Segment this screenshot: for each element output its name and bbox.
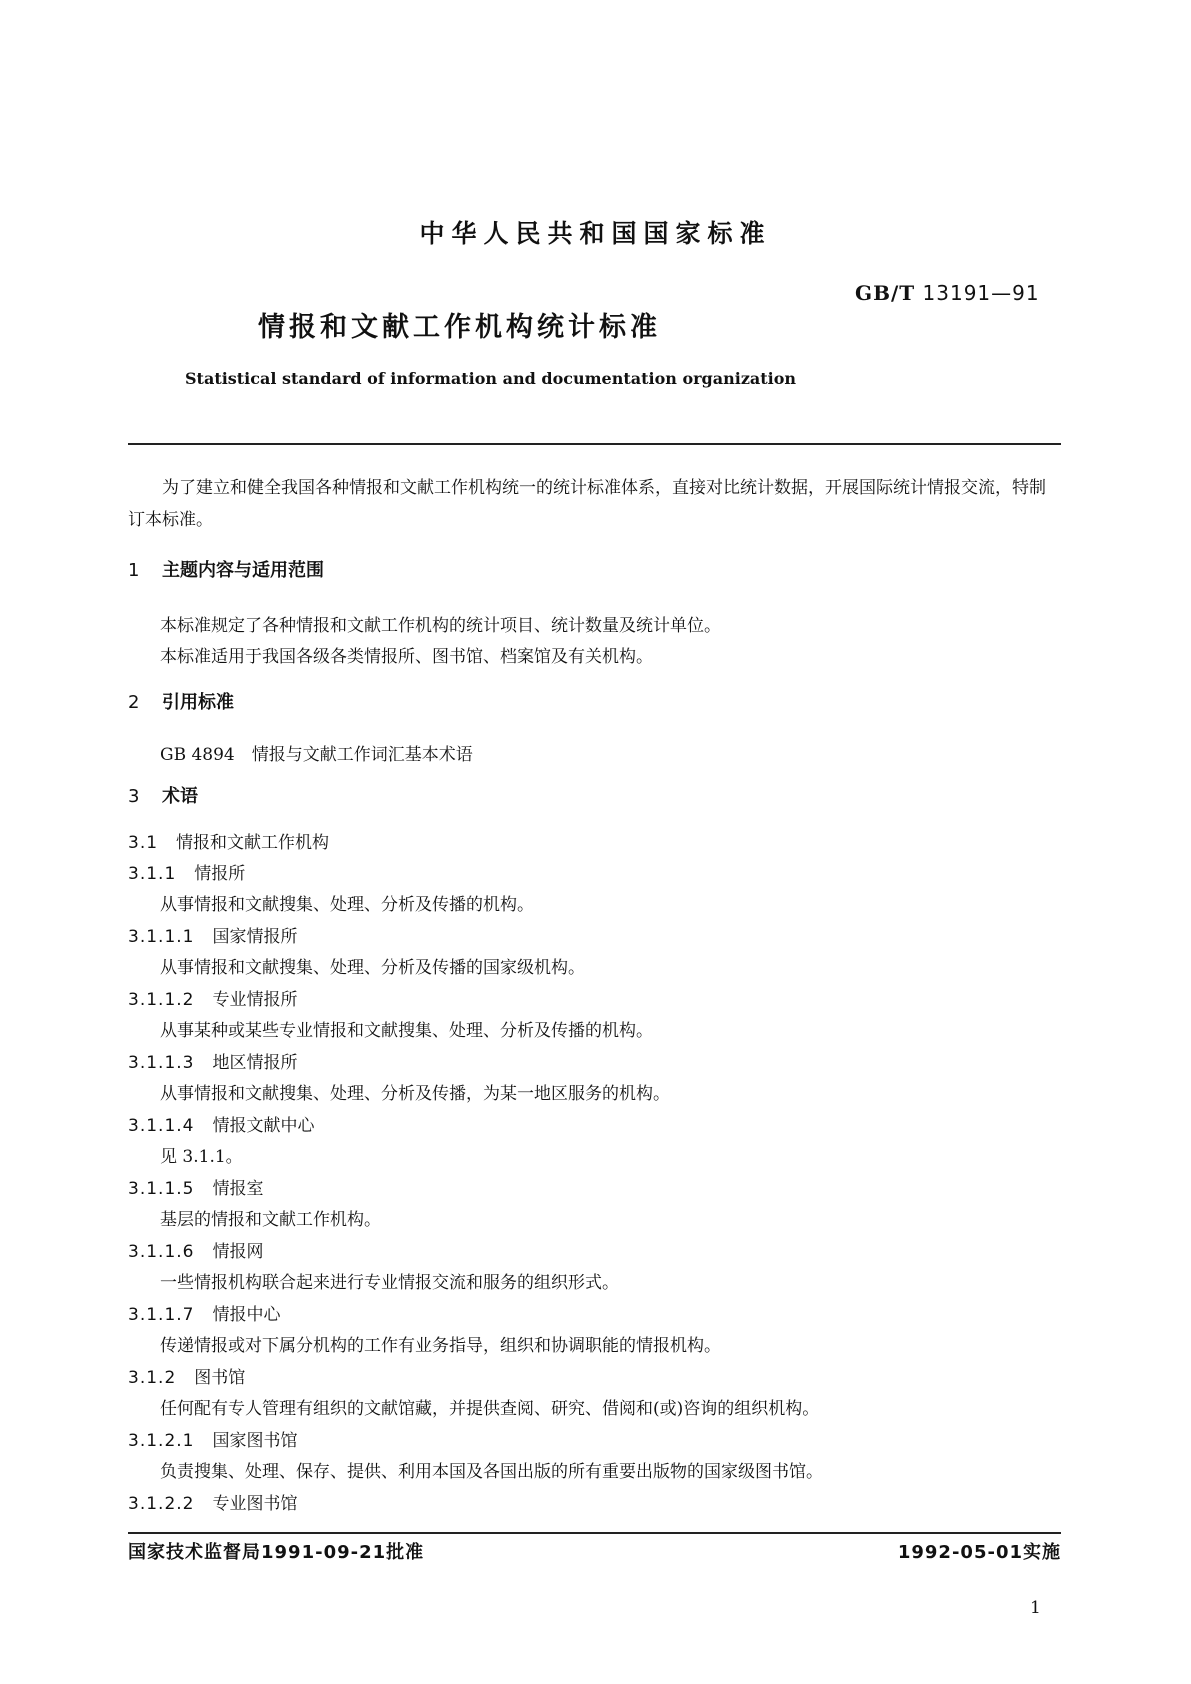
preamble-paragraph: 为了建立和健全我国各种情报和文献工作机构统一的统计标准体系，直接对比统计数据，开展国际统计情报交流，特制订本标准。 [128,478,1046,530]
document-title-en: Statistical standard of information and documentation organization [185,369,797,388]
term-number: 3.1.2.1 [128,1431,195,1451]
term-3-1-2-2 [128,1489,297,1514]
page-number: 1 [1030,1598,1041,1618]
approval-line: 国家技术监督局1991-09-21批准 [128,1542,425,1563]
term-definition: 负责搜集、处理、保存、提供、利用本国及各国出版的所有重要出版物的国家级图书馆。 [160,1462,823,1482]
section2-reference: GB 4894 情报与文献工作词汇基本术语 [160,745,473,765]
term-definition: 传递情报或对下属分机构的工作有业务指导，组织和协调职能的情报机构。 [160,1336,721,1356]
section-heading-1 [128,556,324,582]
term-3-1-1-5 [128,1174,263,1199]
section-title: 术语 [162,786,198,807]
term-number: 3.1.1.7 [128,1305,195,1325]
term-definition: 基层的情报和文献工作机构。 [160,1210,381,1230]
section-title: 引用标准 [162,692,234,713]
term-number: 3.1.1.5 [128,1179,195,1199]
section-heading-2 [128,688,234,714]
term-title: 国家情报所 [212,927,298,947]
implementation-date: 1992-05-01实施 [897,1542,1061,1563]
term-definition: 任何配有专人管理有组织的文献馆藏，并提供查阅、研究、借阅和(或)咨询的组织机构。 [160,1399,820,1419]
term-number: 3.1.1.3 [128,1053,195,1073]
term-title: 地区情报所 [212,1053,298,1073]
term-3-1 [128,828,329,853]
term-title: 国家图书馆 [212,1431,298,1451]
term-number: 3.1.2.2 [128,1494,195,1514]
section1-line-2: 本标准适用于我国各级各类情报所、图书馆、档案馆及有关机构。 [160,647,653,667]
term-definition: 从事情报和文献搜集、处理、分析及传播，为某一地区服务的机构。 [160,1084,670,1104]
term-definition: 从事情报和文献搜集、处理、分析及传播的机构。 [160,895,534,915]
term-3-1-1-2 [128,985,297,1010]
term-number: 3.1.1.4 [128,1116,195,1136]
section-number: 3 [128,786,140,807]
term-definition: 一些情报机构联合起来进行专业情报交流和服务的组织形式。 [160,1273,619,1293]
term-number: 3.1.1.6 [128,1242,195,1262]
term-3-1-2 [128,1363,245,1388]
term-3-1-1-1 [128,922,297,947]
header-divider [128,443,1061,445]
term-title: 情报室 [212,1179,264,1199]
term-title: 图书馆 [194,1368,246,1388]
term-title: 情报网 [212,1242,264,1262]
footer-divider [128,1532,1061,1534]
term-number: 3.1.1 [128,864,177,884]
term-title: 情报和文献工作机构 [176,833,330,853]
term-number: 3.1.1.1 [128,927,195,947]
section-heading-3 [128,782,198,808]
term-3-1-1 [128,859,245,884]
section-number: 1 [128,560,140,581]
standard-code: 13191—91 [922,281,1040,305]
term-definition: 见 3.1.1。 [160,1147,243,1167]
term-3-1-1-6 [128,1237,263,1262]
term-title: 情报中心 [212,1305,281,1325]
term-number: 3.1.1.2 [128,990,195,1010]
section-title: 主题内容与适用范围 [162,560,324,581]
document-title-zh: 情报和文献工作机构统计标准 [258,312,661,343]
section-number: 2 [128,692,140,713]
term-title: 情报所 [194,864,246,884]
term-title: 专业图书馆 [212,1494,298,1514]
term-3-1-2-1 [128,1426,297,1451]
term-definition: 从事情报和文献搜集、处理、分析及传播的国家级机构。 [160,958,585,978]
term-number: 3.1.2 [128,1368,177,1388]
term-3-1-1-3 [128,1048,297,1073]
standard-number [855,281,1040,305]
term-3-1-1-7 [128,1300,280,1325]
term-title: 情报文献中心 [212,1116,315,1136]
standard-prefix: GB/T [855,281,916,305]
section1-line-1: 本标准规定了各种情报和文献工作机构的统计项目、统计数量及统计单位。 [160,616,721,636]
term-title: 专业情报所 [212,990,298,1010]
term-number: 3.1 [128,833,159,853]
national-standard-heading: 中华人民共和国国家标准 [419,219,772,248]
term-3-1-1-4 [128,1111,314,1136]
term-definition: 从事某种或某些专业情报和文献搜集、处理、分析及传播的机构。 [160,1021,653,1041]
